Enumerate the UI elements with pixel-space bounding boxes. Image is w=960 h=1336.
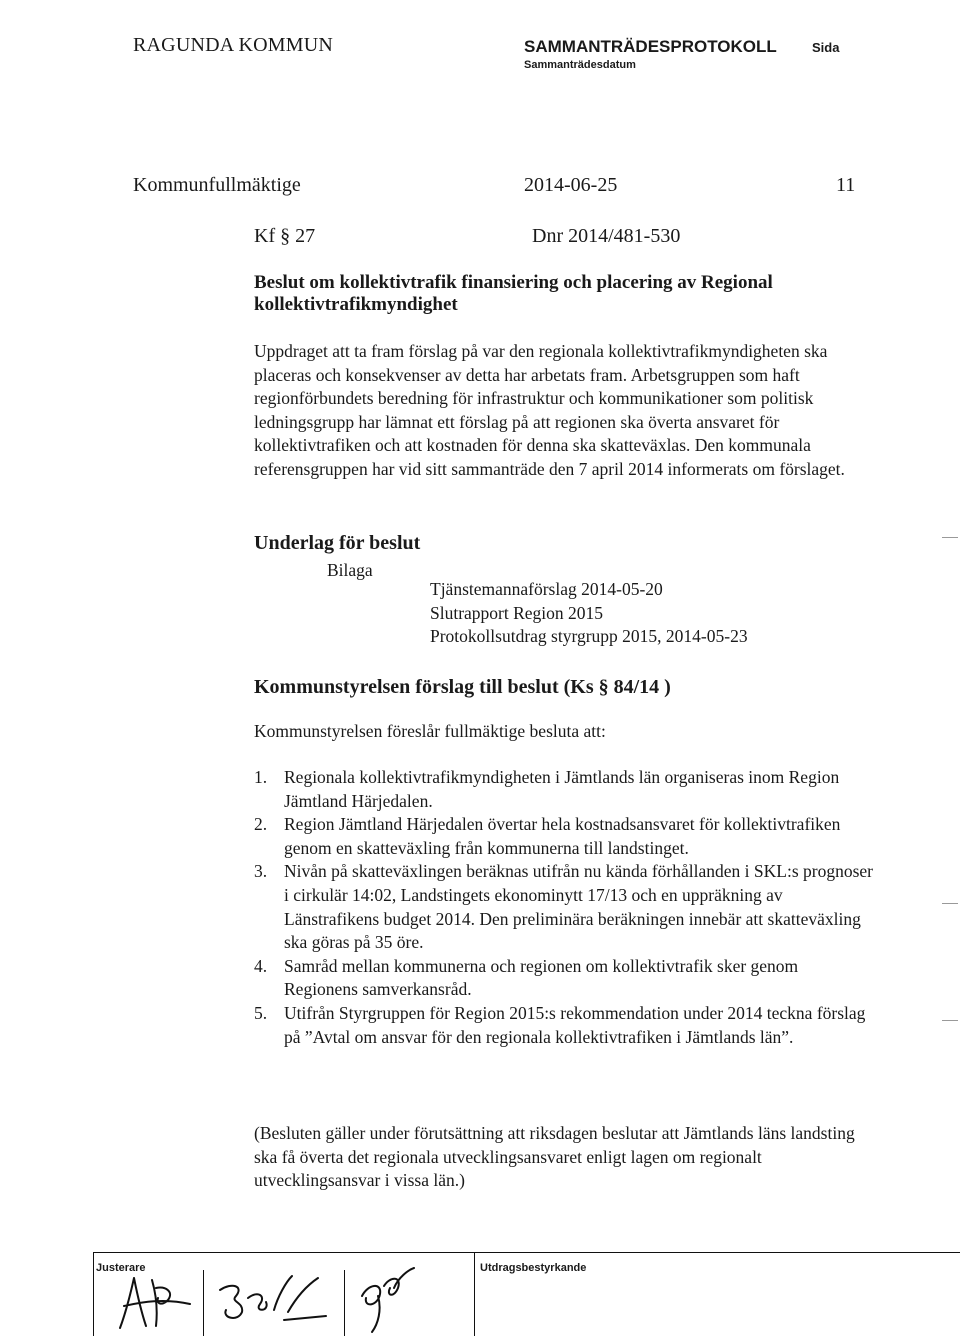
signature-initials bbox=[112, 1268, 197, 1334]
decision-item bbox=[254, 955, 874, 1002]
decision-number: 2. bbox=[254, 814, 268, 835]
footer-divider bbox=[474, 1252, 475, 1336]
title-line: Beslut om kollektivtrafik finansiering och placering av Regional bbox=[254, 272, 773, 293]
meeting-date: 2014-06-25 bbox=[524, 174, 618, 196]
decision-list bbox=[254, 766, 874, 1049]
scan-mark bbox=[942, 903, 958, 904]
scan-mark bbox=[942, 537, 958, 538]
decision-text: Nivån på skatteväxlingen beräknas utifrån nu kända förhållanden i SKL:s prognoser i cirkulär 14:02, Landstingets ekonominytt 17/13 och en uppräkning av Länstrafikens budget 2014. Den preliminära beräkningen innebär att skatteväxling ska göras på 35 öre. bbox=[284, 861, 873, 953]
ks-proposal-intro: Kommunstyrelsen föreslår fullmäktige besluta att: bbox=[254, 721, 606, 741]
footer-divider bbox=[344, 1270, 345, 1336]
decision-text: Region Jämtland Härjedalen övertar hela kostnadsansvaret för kollektivtrafiken genom en skatteväxling från kommunerna till landstinget. bbox=[284, 814, 841, 858]
underlag-heading: Underlag för beslut bbox=[254, 532, 421, 554]
paragraph-number: Kf § 27 bbox=[254, 225, 316, 247]
decision-number: 3. bbox=[254, 861, 268, 882]
bilaga-label: Bilaga bbox=[327, 560, 373, 580]
page-number: 11 bbox=[836, 174, 856, 196]
justerare-label: Justerare bbox=[96, 1262, 146, 1274]
date-label: Sammanträdesdatum bbox=[524, 59, 636, 71]
footer-divider bbox=[203, 1270, 204, 1336]
decision-text: Regionala kollektivtrafikmyndigheten i Jämtlands län organiseras inom Region Jämtland Härjedalen. bbox=[284, 767, 840, 811]
ks-proposal-heading: Kommunstyrelsen förslag till beslut (Ks § 84/14 ) bbox=[254, 676, 671, 698]
page-label: Sida bbox=[812, 40, 840, 55]
footer-divider bbox=[93, 1252, 94, 1336]
decision-number: 5. bbox=[254, 1002, 268, 1023]
decision-title bbox=[254, 272, 854, 316]
attachment-item: Tjänstemannaförslag 2014-05-20 bbox=[430, 579, 663, 599]
signature-initials bbox=[352, 1266, 424, 1336]
footer-rule bbox=[93, 1252, 960, 1253]
scan-mark bbox=[942, 1020, 958, 1021]
attachment-item: Slutrapport Region 2015 bbox=[430, 602, 604, 623]
title-line: kollektivtrafikmyndighet bbox=[254, 294, 458, 315]
background-paragraph: Uppdraget att ta fram förslag på var den regionala kollektivtrafikmyndigheten ska placeras och konsekvenser av detta har arbetats fram. Arbetsgruppen som haft regionförbundets beredning för infrastruktur och kommunikationer som politisk ledningsgrupp har lämnat ett förslag på att regionen ska överta ansvaret för kollektivtrafiken och att kostnaden för denna ska skatteväxlas. Den kommunala referensgruppen har vid sitt sammanträde den 7 april 2014 informerats om förslaget. bbox=[254, 341, 845, 479]
closing-note: (Besluten gäller under förutsättning att riksdagen beslutar att Jämtlands läns landsting ska få överta det regionala utvecklingsansvaret enligt lagen om regionalt utvecklingsansvar i vissa län.) bbox=[254, 1123, 855, 1191]
decision-text: Utifrån Styrgruppen för Region 2015:s rekommendation under 2014 teckna förslag på ”Avtal om ansvar för den regionala kollektivtrafiken i Jämtlands län”. bbox=[284, 1002, 866, 1047]
municipality-name: RAGUNDA KOMMUN bbox=[133, 34, 334, 56]
decision-number: 4. bbox=[254, 955, 268, 976]
diary-number: Dnr 2014/481-530 bbox=[532, 225, 681, 247]
protocol-title: SAMMANTRÄDESPROTOKOLL bbox=[524, 37, 777, 56]
utdragsbestyrkande-label: Utdragsbestyrkande bbox=[480, 1262, 587, 1274]
decision-item bbox=[254, 813, 874, 860]
decision-item bbox=[254, 860, 874, 954]
decision-item bbox=[254, 766, 874, 813]
attachment-item: Protokollsutdrag styrgrupp 2015, 2014-05-23 bbox=[430, 626, 748, 647]
signature-initials bbox=[214, 1272, 334, 1334]
attachment-list bbox=[430, 578, 748, 649]
decision-text: Samråd mellan kommunerna och regionen om kollektivtrafik sker genom Regionens samverkansråd. bbox=[284, 955, 799, 1000]
decision-number: 1. bbox=[254, 767, 268, 787]
meeting-body: Kommunfullmäktige bbox=[133, 174, 301, 196]
decision-item bbox=[254, 1002, 874, 1049]
